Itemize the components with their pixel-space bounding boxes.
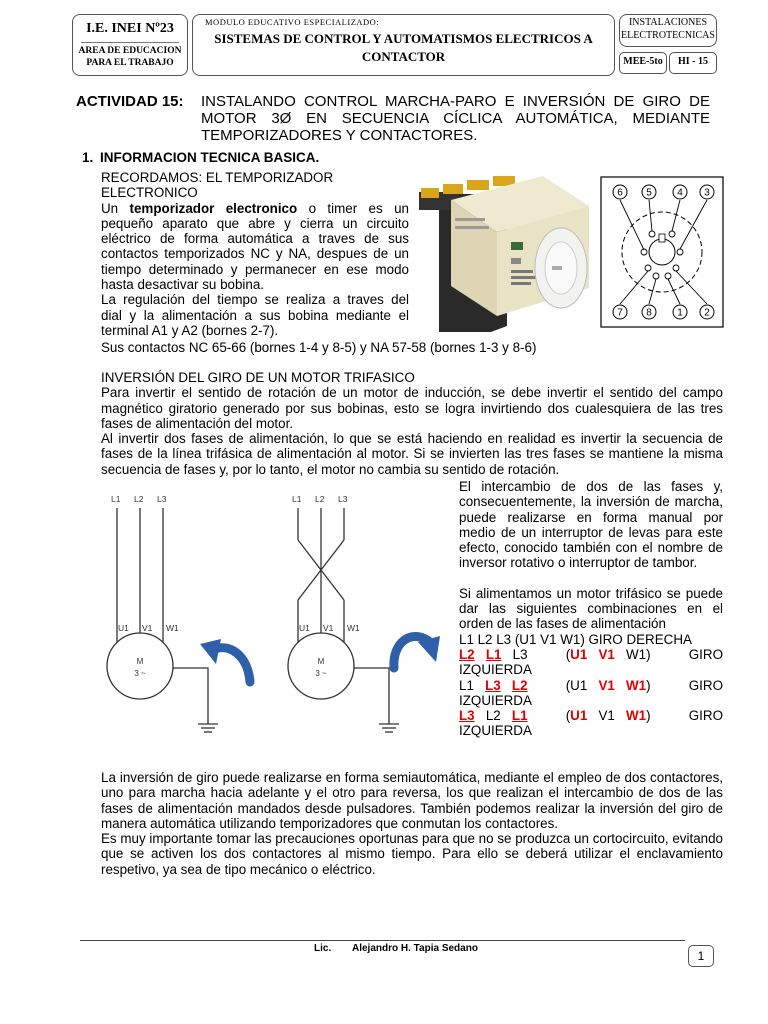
diag1-v1: V1 [142,623,153,633]
combo2-l2: L2 [459,646,475,662]
combo4-v1: V1 [598,708,615,724]
inversion-block [101,370,723,477]
combo-4: L3 L2 L1 (U1 V1 W1) GIRO [459,708,723,724]
activity-line2: MOTOR 3Ø EN SECUENCIA CÍCLICA AUTOMÁTICA, MEDIANTE [201,110,710,127]
inversion-para2: Al invertir dos fases de alimentación, lo que se está haciendo en realidad es invertir la secuencia de fases de la línea trifásica de alimentación al motor. Si se invierten las tres fases se mantiene la misma secuencia de fases y, por lo tanto, el motor no cambia su sentido de rotación. [101,431,723,477]
combo2-izquierda: IZQUIERDA [459,662,532,678]
socket-pin-4: 4 [677,187,683,199]
socket-pin-3: 3 [704,187,710,199]
diag1-w1: W1 [166,623,179,633]
diag1-l1: L1 [111,494,121,504]
timer-line8: terminal A1 y A2 (bornes 2-7). [101,322,279,338]
area-line1: AREA DE EDUCACION [78,46,182,56]
diag2-l1: L1 [292,494,302,504]
school-box [72,14,188,76]
module-label: MODULO EDUCATIVO ESPECIALIZADO: [205,17,380,27]
footer-title: Lic. [314,943,332,954]
activity-line1: INSTALANDO CONTROL MARCHA-PARO E INVERSIÓN DE GIRO DE [201,93,710,110]
module-box [192,14,615,76]
combo3-w1: W1 [626,677,647,693]
footer-rule [80,940,685,941]
combo2-w1: W1 [626,646,647,662]
timer-line1: pequeño aparato que abre y cierra un circuito [101,215,409,231]
school-name: I.E. INEI Nº23 [86,21,174,36]
combo4-giro: GIRO [688,708,723,724]
timer-line3: contactos temporizados NC y NA, despues de un [101,246,409,262]
combo4-u1: U1 [570,708,588,724]
timer-line6: La regulación del tiempo se realiza a traves del [101,292,409,308]
activity-label: ACTIVIDAD 15: [76,93,184,110]
motor1-phase: 3 ~ [134,669,146,678]
module-title-line2: CONTACTOR [361,49,446,64]
subject-box [619,14,717,47]
diag2-v1: V1 [323,623,334,633]
closing-block [101,770,723,877]
socket-pin-5: 5 [646,187,652,199]
closing-para2: Es muy importante tomar las precauciones oportunas para que no se produzca un cortocircuito, evitando que se activen los dos contactores al mismo tiempo. Para ello se deberá utilizar el enclavamiento respetivo, ya sea de tipo mecánico o eléctrico. [101,831,723,877]
timer-line2: eléctrico de forma automática a traves de sus [101,231,409,247]
side-para2: Si alimentamos un motor trifásico se puede dar las siguientes combinaciones en el orden de las fases de alimentación [459,585,723,632]
combo2-u1: U1 [570,646,588,662]
combo2-l1: L1 [485,646,502,662]
code-right-box [669,52,717,74]
combo4-l1: L1 [511,708,528,724]
motor2-phase: 3 ~ [315,669,327,678]
combo2-v1: V1 [598,646,615,662]
socket-pin-6: 6 [617,187,623,199]
inversion-para1: Para invertir el sentido de rotación de un motor de inducción, se debe invertir el sentido del campo magnético giratorio generado por sus bobinas, esto se logra invirtiendo dos cualesquiera de las tres fases de alimentación del motor. [101,385,723,431]
combo3-giro: GIRO [688,677,723,693]
code-left-box [619,52,667,74]
timer-line5: hasta desactivar su bobina. [101,277,265,293]
socket-pin-2: 2 [704,307,710,319]
activity-line3: TEMPORIZADORES Y CONTACTORES. [201,127,478,144]
motor1-m: M [136,657,144,666]
motor-diagram [100,492,452,747]
closing-para1: La inversión de giro puede realizarse en forma semiautomática, mediante el empleo de dos contactores, uno para marcha hacia adelante y el otro para reversa, los que realizan el intercambio de dos de las fases de alimentación mandados desde pulsadores. También podemos realizar la inversión del giro de manera automática utilizando temporizadores que conmutan los contactores. [101,770,723,831]
combo3-l1: L1 [459,677,474,693]
module-title-line1: SISTEMAS DE CONTROL Y AUTOMATISMOS ELECTRICOS A [214,31,593,46]
timer-photo [415,166,590,332]
area-line2: PARA EL TRABAJO [86,58,174,68]
timer-heading1: RECORDAMOS: EL TEMPORIZADOR [101,170,334,185]
combo4-izquierda: IZQUIERDA [459,723,532,739]
diag1-l3: L3 [157,494,167,504]
combo4-l2: L2 [485,708,501,724]
timer-line0-c: o timer es un [297,200,409,216]
combo-1: L1 L2 L3 (U1 V1 W1) GIRO DERECHA [459,631,692,647]
socket-diagram [600,176,724,328]
combo-3: L1 L3 L2 (U1 V1 W1) GIRO [459,677,723,693]
diag2-l2: L2 [315,494,325,504]
combo3-izquierda: IZQUIERDA [459,692,532,708]
combo2-giro: GIRO [688,646,723,662]
combo3-u1: U1 [570,677,588,693]
side-block [459,479,723,739]
right-title-line1: INSTALACIONES [628,17,708,28]
timer-line4: tiempo determinado y permanecer en ese modo [101,261,409,277]
code-left: MEE-5to [623,56,663,67]
page-number-box [688,945,714,967]
code-right: HI - 15 [678,56,708,67]
timer-heading2: ELECTRONICO [101,185,198,201]
combo2-l3: L3 [512,646,528,662]
timer-text [101,170,409,338]
combo3-l3: L3 [485,677,501,693]
section-title: INFORMACION TECNICA BASICA. [100,150,320,165]
combo3-l2: L2 [511,677,528,693]
footer-author: Alejandro H. Tapia Sedano [352,943,478,954]
timer-line0 [101,201,409,216]
diag1-l2: L2 [134,494,144,504]
inversion-heading: INVERSIÓN DEL GIRO DE UN MOTOR TRIFASICO [101,370,415,385]
socket-pin-7: 7 [617,307,623,319]
diag2-l3: L3 [338,494,348,504]
activity-title [201,93,710,144]
combo4-l3: L3 [459,708,475,724]
timer-term: temporizador electronico [129,200,298,216]
timer-contacts: Sus contactos NC 65-66 (bornes 1-4 y 8-5) y NA 57-58 (bornes 1-3 y 8-6) [101,340,537,355]
side-para1: El intercambio de dos de las fases y, consecuentemente, la inversión de marcha, puede realizarse en forma manual por medio de un interruptor de levas para este efecto, conocido también con el nombre de inversor rotativo o interruptor de tambor. [459,479,723,571]
combo4-w1: W1 [626,708,647,724]
combo3-v1: V1 [598,677,615,693]
diag1-u1: U1 [118,623,129,633]
diag2-u1: U1 [299,623,310,633]
motor2-m: M [317,657,325,666]
timer-line7: dial y la alimentación a sus bobina mediante el [101,307,409,323]
combo-2: L2 L1 L3 (U1 V1 W1) GIRO [459,646,723,662]
socket-pin-8: 8 [646,307,652,319]
socket-pin-1: 1 [677,307,683,319]
right-title-line2: ELECTROTECNICAS [621,30,715,41]
timer-line0-a: Un [101,200,130,216]
section-number: 1. [82,150,94,165]
rotation-arrow-right-icon [394,636,440,668]
diag2-w1: W1 [347,623,360,633]
page-number: 1 [697,949,705,963]
